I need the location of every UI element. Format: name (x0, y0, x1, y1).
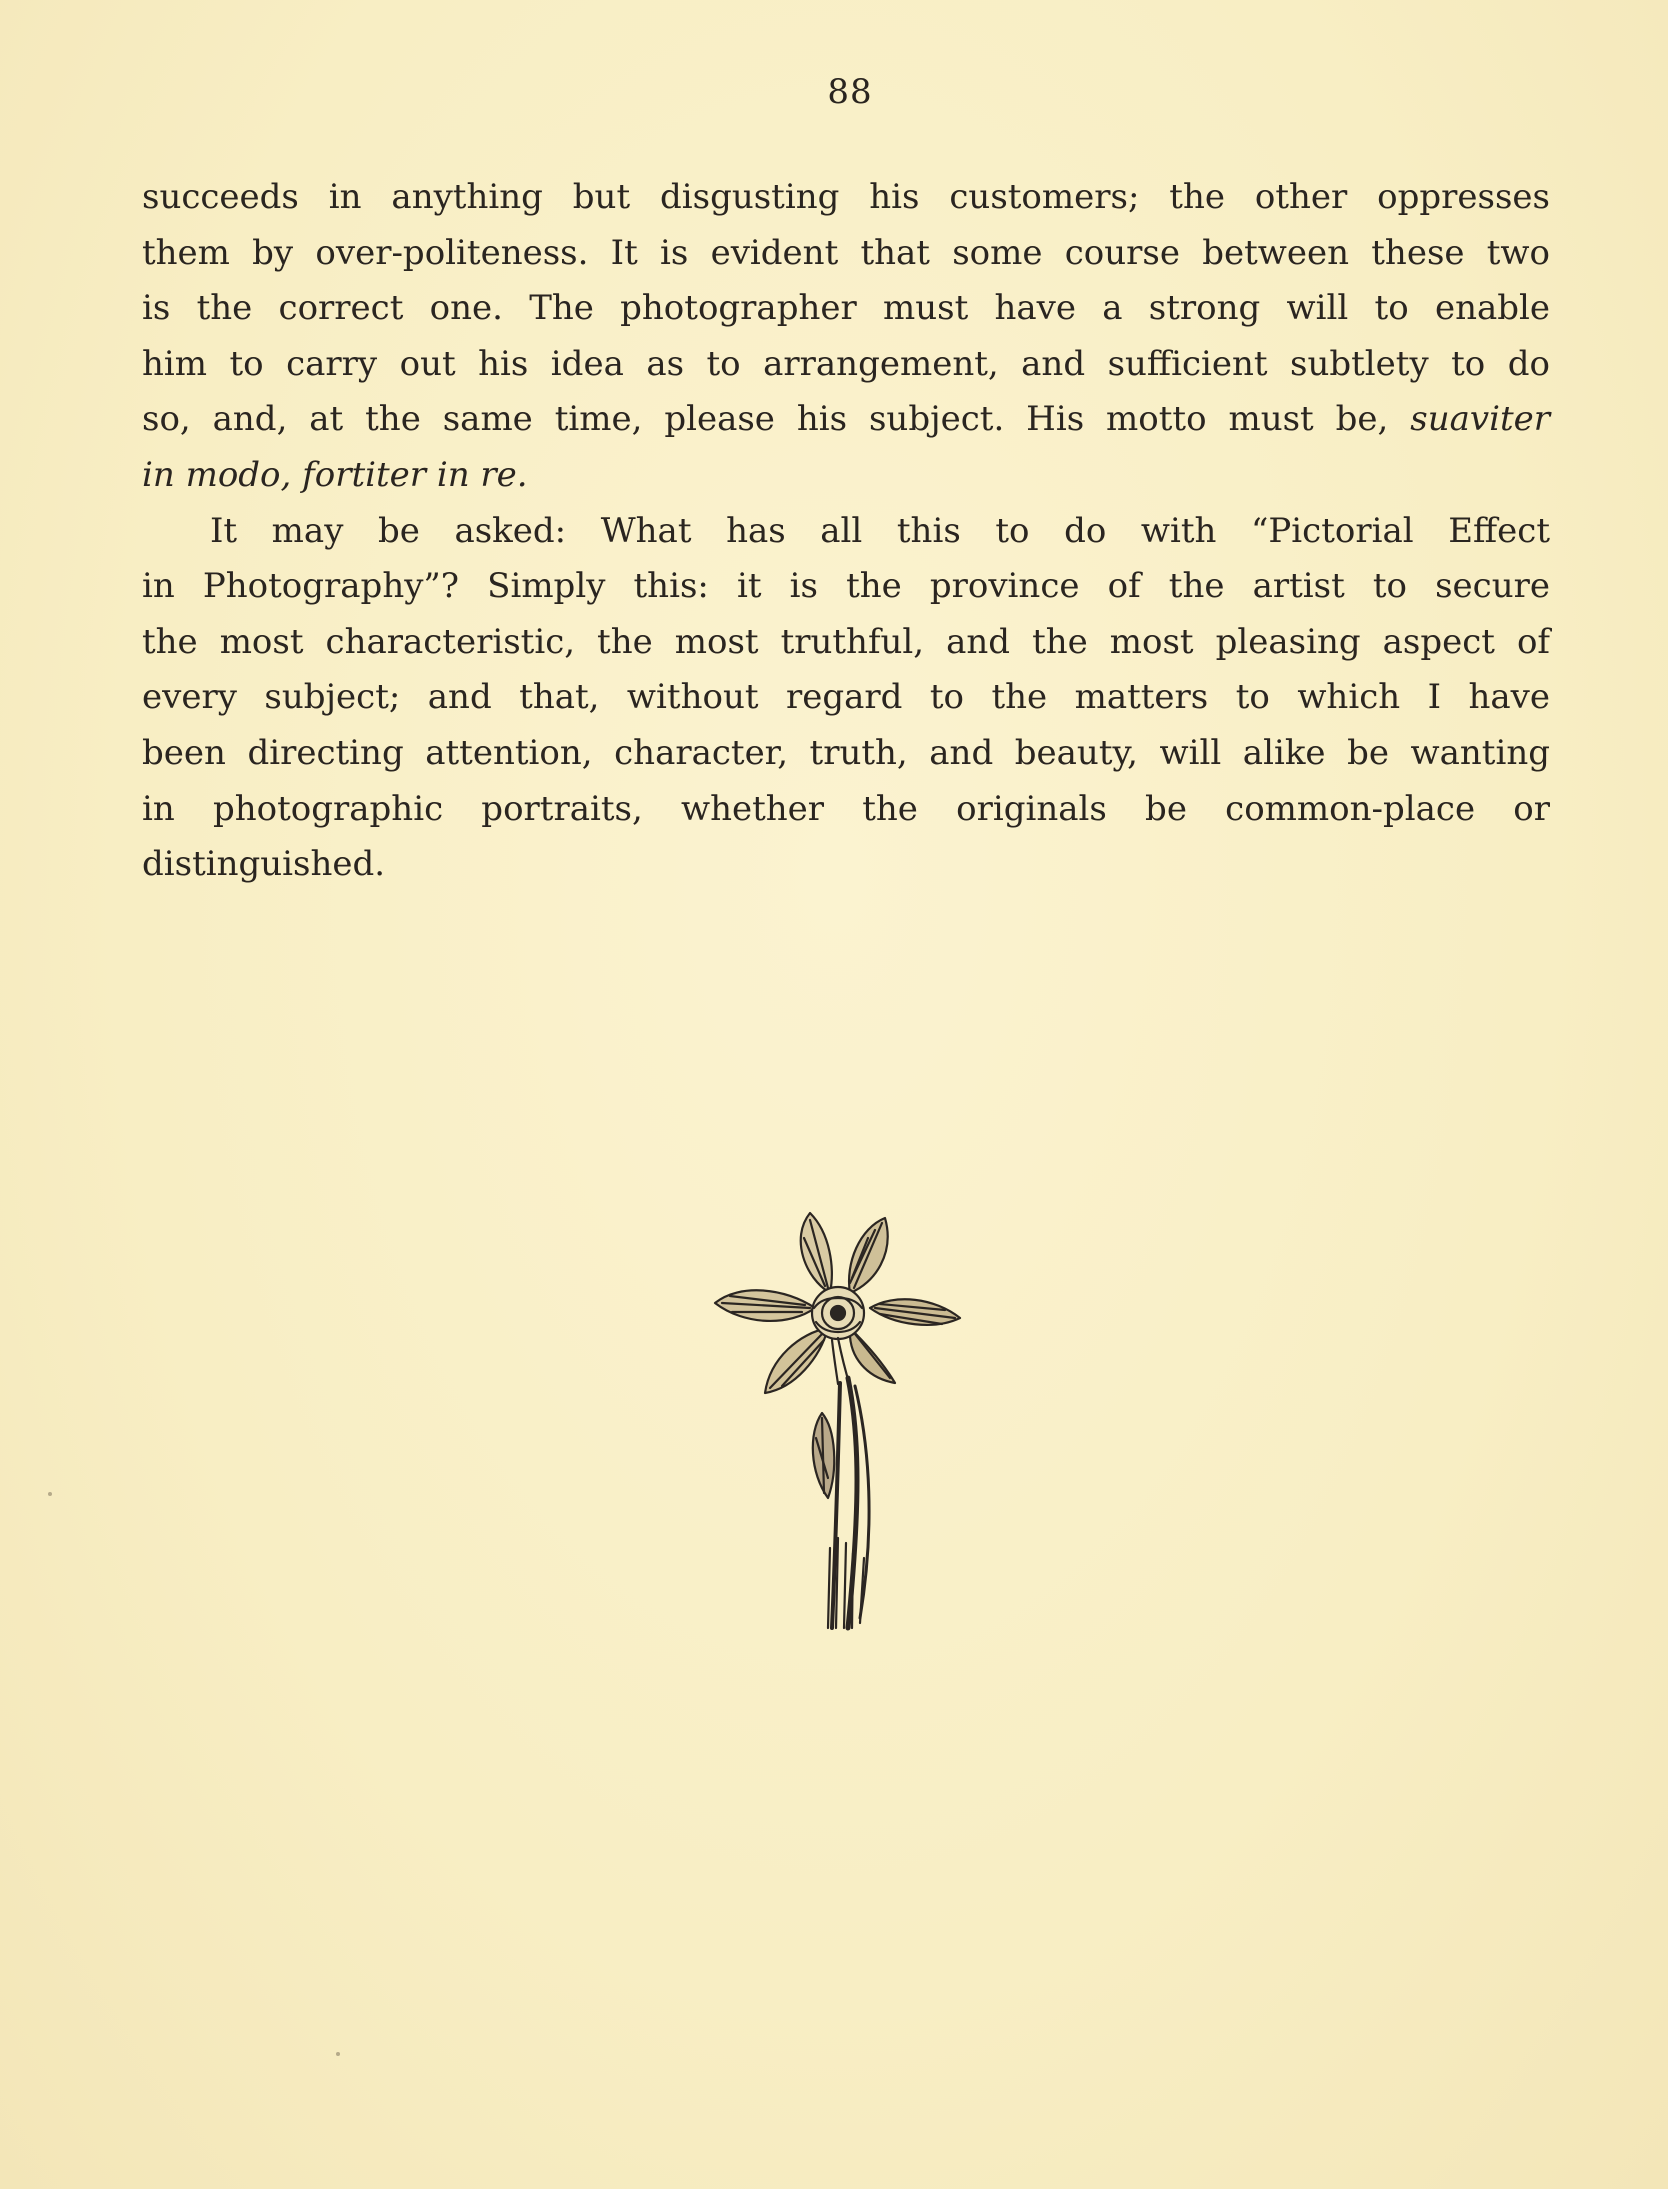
page-number: 88 (827, 72, 873, 112)
italic-line (142, 448, 1550, 504)
italic-motto: in modo, fortiter in re. (142, 454, 528, 495)
speck (48, 1492, 52, 1496)
text-line: in Photography”? Simply this: it is the province of the artist to secure (142, 566, 1550, 607)
text-line: every subject; and that, without regard to the matters to which I have (142, 677, 1550, 718)
text-line: been directing attention, character, truth, and beauty, will alike be wanting (142, 732, 1550, 773)
daffodil-icon (710, 1208, 970, 1638)
text-line: distinguished. (142, 844, 386, 885)
text-segment: so, and, at the same time, please his subject. His motto must be, (142, 399, 1389, 440)
text-line: him to carry out his idea as to arrangement, and sufficient subtlety to do (142, 343, 1550, 384)
text-line: in photographic portraits, whether the originals be common-place or (142, 788, 1550, 829)
italic-phrase: suaviter (1410, 399, 1550, 440)
text-line: them by over-politeness. It is evident that some course between these two (142, 232, 1550, 273)
text-line-with-italic (142, 392, 1550, 448)
speck (336, 2052, 340, 2056)
text-line: is the correct one. The photographer must have a strong will to enable (142, 288, 1550, 329)
text-line: succeeds in anything but disgusting his customers; the other oppresses (142, 177, 1550, 217)
body-text (142, 170, 1550, 893)
text-line: the most characteristic, the most truthful, and the most pleasing aspect of (142, 621, 1550, 662)
text-line: It may be asked: What has all this to do with “Pictorial Effect (210, 510, 1550, 551)
